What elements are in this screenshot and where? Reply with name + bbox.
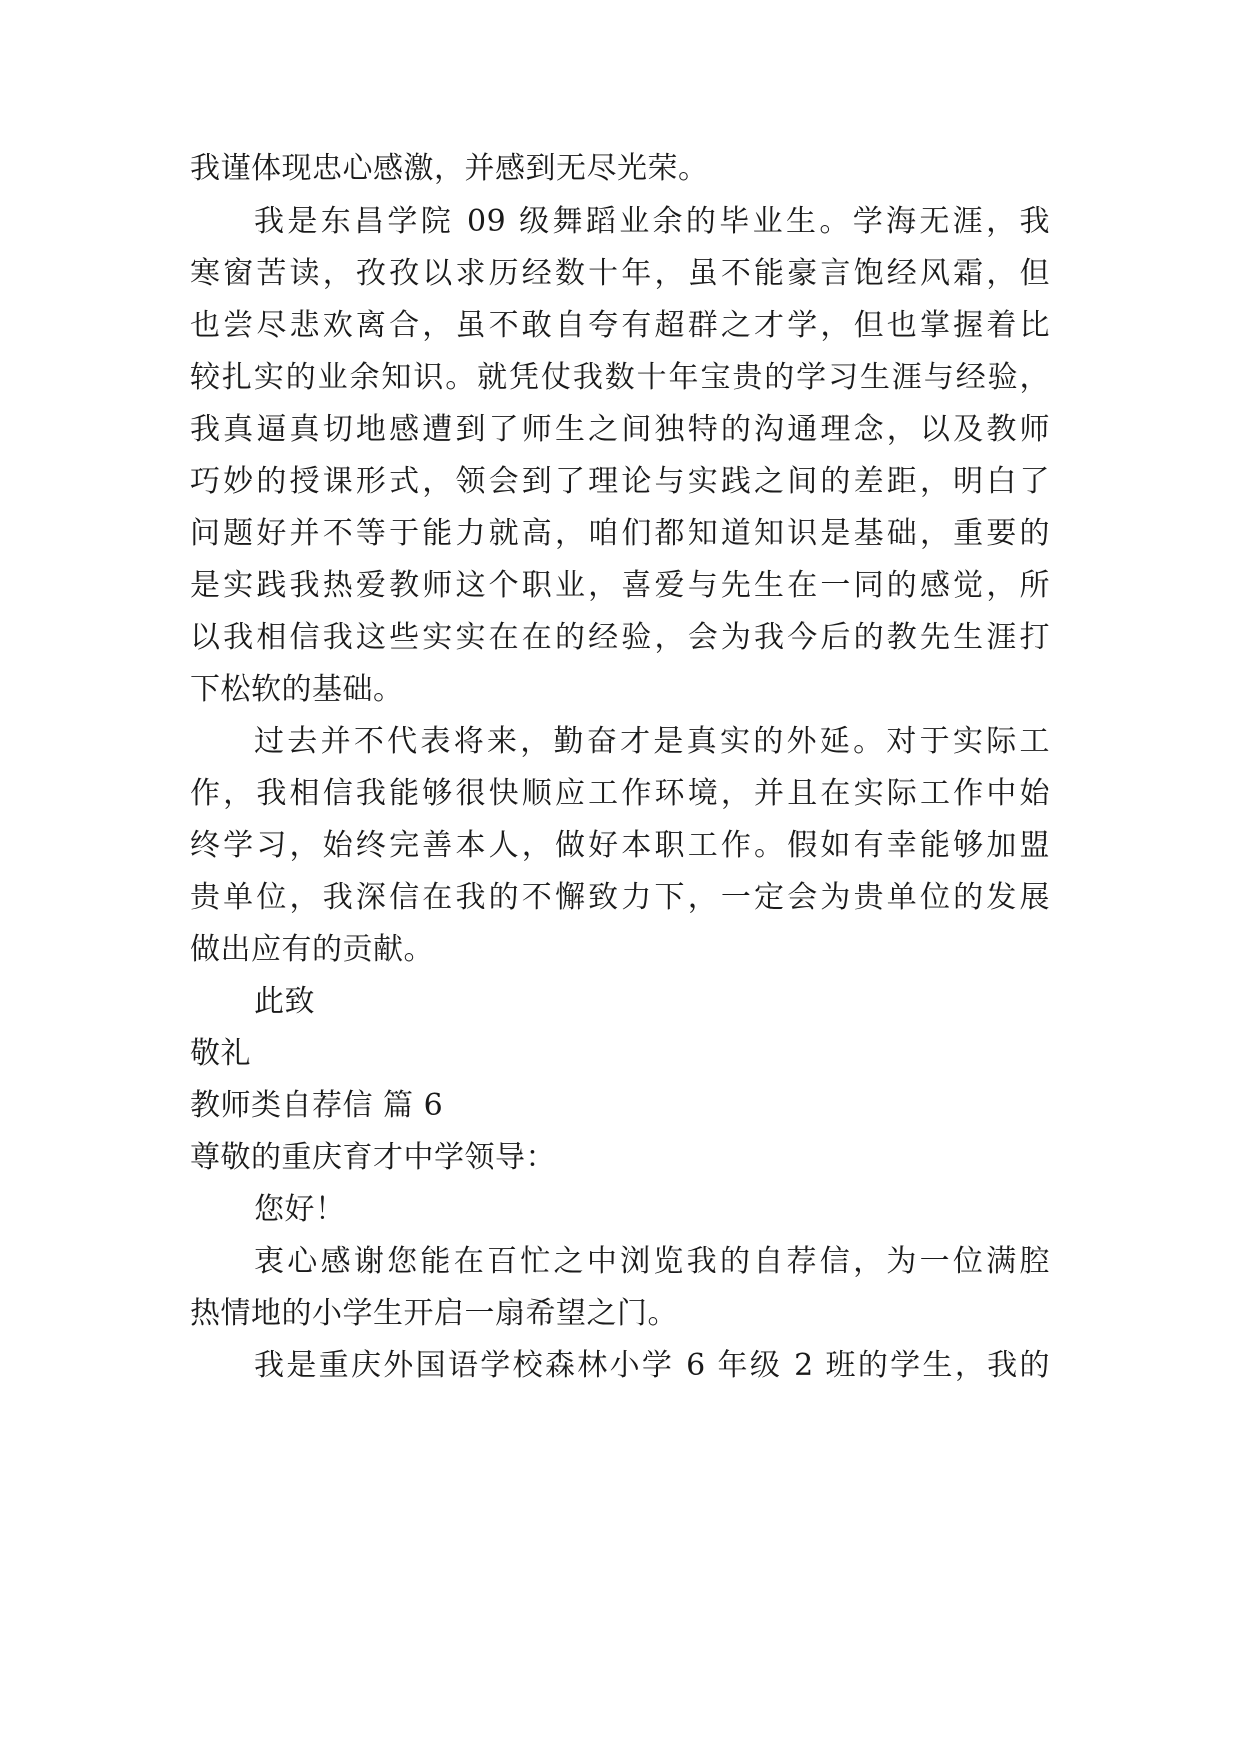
section-heading: 教师类自荐信 篇 6 (190, 1088, 444, 1123)
paragraph-line: 巧妙的授课形式，领会到了理论与实践之间的差距，明白了 (190, 464, 1050, 499)
closing-line: 此致 (254, 984, 315, 1019)
paragraph-line: 贵单位，我深信在我的不懈致力下，一定会为贵单位的发展 (190, 880, 1050, 915)
salutation: 尊敬的重庆育才中学领导： (190, 1140, 556, 1175)
paragraph-line: 我谨体现忠心感激，并感到无尽光荣。 (190, 151, 709, 186)
paragraph-line: 过去并不代表将来，勤奋才是真实的外延。对于实际工 (254, 724, 1050, 759)
paragraph-line: 下松软的基础。 (190, 672, 404, 707)
paragraph-line: 衷心感谢您能在百忙之中浏览我的自荐信，为一位满腔 (254, 1244, 1050, 1279)
paragraph-line: 做出应有的贡献。 (190, 932, 434, 967)
greeting: 您好！ (254, 1192, 346, 1227)
paragraph-line: 以我相信我这些实实在在的经验，会为我今后的教先生涯打 (190, 620, 1050, 655)
paragraph-line: 也尝尽悲欢离合，虽不敢自夸有超群之才学，但也掌握着比 (190, 308, 1050, 343)
closing-salute: 敬礼 (190, 1036, 251, 1071)
paragraph-line: 我是东昌学院 09 级舞蹈业余的毕业生。学海无涯，我 (254, 204, 1050, 239)
paragraph-line: 寒窗苦读，孜孜以求历经数十年，虽不能豪言饱经风霜，但 (190, 256, 1050, 291)
paragraph-line: 问题好并不等于能力就高，咱们都知道知识是基础，重要的 (190, 516, 1050, 551)
paragraph-line: 较扎实的业余知识。就凭仗我数十年宝贵的学习生涯与经验， (190, 360, 1050, 395)
paragraph-line: 我是重庆外国语学校森林小学 6 年级 2 班的学生，我的 (254, 1348, 1050, 1383)
paragraph-line: 我真逼真切地感遭到了师生之间独特的沟通理念，以及教师 (190, 412, 1050, 447)
paragraph-line: 热情地的小学生开启一扇希望之门。 (190, 1296, 678, 1331)
paragraph-line: 终学习，始终完善本人，做好本职工作。假如有幸能够加盟 (190, 828, 1050, 863)
paragraph-line: 作，我相信我能够很快顺应工作环境，并且在实际工作中始 (190, 776, 1050, 811)
paragraph-line: 是实践我热爱教师这个职业，喜爱与先生在一同的感觉，所 (190, 568, 1050, 603)
